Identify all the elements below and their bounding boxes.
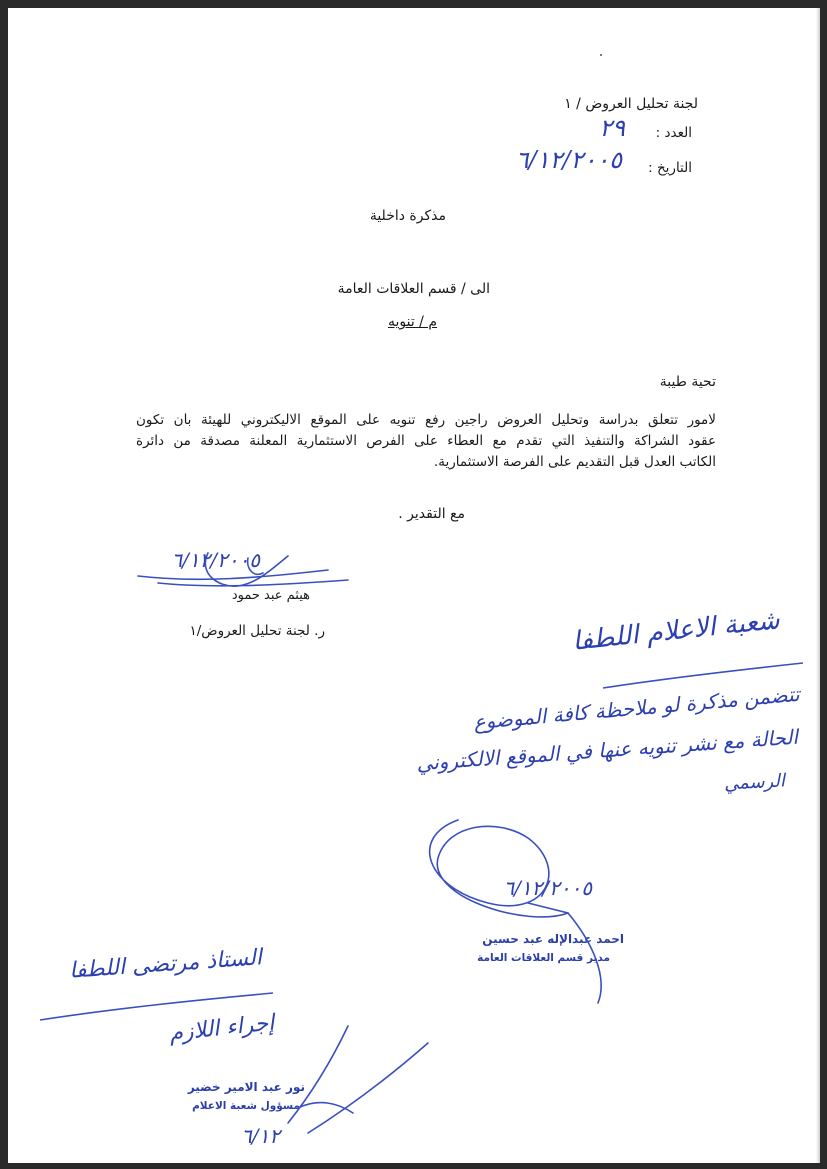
signature3-title: مسؤول شعبة الاعلام	[192, 1100, 300, 1112]
annotation2-heading: الستاذ مرتضى اللطفا	[68, 945, 263, 984]
annotation1-heading: شعبة الاعلام اللطفا	[571, 605, 781, 657]
ink-strokes	[8, 8, 820, 1163]
signature2-name: احمد عبدالإله عبد حسين	[482, 932, 624, 946]
annotation2-line: إجراء اللازم	[167, 1010, 276, 1047]
signature3-date: ٦/١٢	[241, 1124, 280, 1148]
signature2-date: ٦/١٢/٢٠٠٥	[503, 876, 592, 900]
committee-name: لجنة تحليل العروض / ١	[564, 96, 698, 112]
number-label: العدد :	[655, 125, 692, 141]
signature1-title: ر. لجنة تحليل العروض/١	[189, 623, 325, 639]
annotation1-line-1: تتضمن مذكرة لو ملاحظة كافة الموضوع	[472, 681, 801, 735]
signature2-title: مدير قسم العلاقات العامة	[477, 952, 610, 964]
memo-body	[136, 410, 716, 473]
recipient: الى / قسم العلاقات العامة	[337, 281, 490, 297]
memo-title: مذكرة داخلية	[369, 208, 446, 224]
body-line-1: لامور تتعلق بدراسة وتحليل العروض راجين رفع تنويه على الموقع الاليكتروني للهيئة بان تكون	[136, 412, 716, 428]
scan-speck	[600, 54, 602, 56]
signature3-scribble-icon	[288, 1026, 428, 1133]
signature2-scribble-icon	[430, 820, 601, 1003]
signature1-date: ٦/١٢/٢٠٠٥	[171, 548, 260, 572]
signature1-name: هيثم عبد حمود	[231, 588, 310, 603]
annotation1-line-3: الرسمي	[723, 770, 786, 795]
date-label: التاريخ :	[648, 160, 692, 176]
document-page	[8, 8, 820, 1163]
body-line-2: عقود الشراكة والتنفيذ التي تقدم مع العطاء على الفرص الاستثمارية المعلنة مصدقة من دائرة	[136, 433, 716, 449]
closing: مع التقدير .	[398, 506, 465, 522]
date-value: ٦/١٢/٢٠٠٥	[515, 146, 622, 174]
number-value: ٢٩	[599, 114, 625, 142]
subject: م / تنويه	[387, 314, 437, 330]
greeting: تحية طيبة	[659, 374, 716, 390]
signature3-name: نور عبد الامير خضير	[187, 1080, 305, 1094]
body-line-3: الكاتب العدل قبل التقديم على الفرصة الاستثمارية.	[433, 454, 716, 470]
annotation1-line-2: الحالة مع نشر تنويه عنها في الموقع الالكتروني	[415, 724, 799, 776]
